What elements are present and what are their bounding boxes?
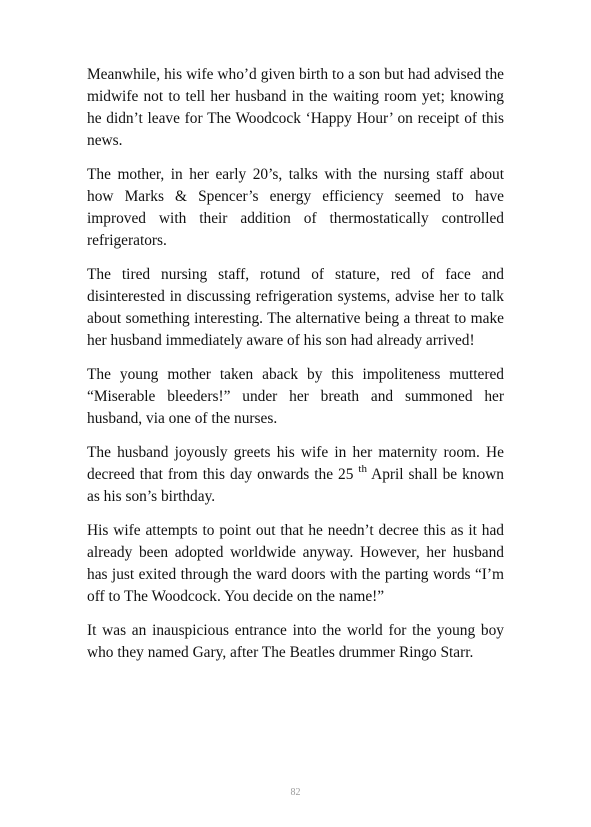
paragraph-5-text-before: The husband joyously greets his wife in her maternity room. He decreed that from this day onwards the 25 — [87, 444, 504, 483]
page-number: 82 — [290, 787, 301, 798]
paragraph-4: The young mother taken aback by this impoliteness muttered “Miserable bleeders!” under her breath and summoned her husband, via one of the nurses. — [87, 366, 504, 427]
paragraph-5-text-after: April shall be known as his son’s birthday. — [87, 466, 504, 505]
paragraph-2: The mother, in her early 20’s, talks with the nursing staff about how Marks & Spencer’s energy efficiency seemed to have improved with their addition of thermostatically controlled refrigerators. — [87, 166, 504, 249]
paragraph-1: Meanwhile, his wife who’d given birth to a son but had advised the midwife not to tell her husband in the waiting room yet; knowing he didn’t leave for The Woodcock ‘Happy Hour’ on receipt of this news. — [87, 66, 504, 149]
body-text — [87, 64, 504, 676]
paragraph-3: The tired nursing staff, rotund of stature, red of face and disinterested in discussing refrigeration systems, advise her to talk about something interesting. The alternative being a threat to make her husband immediately aware of his son had already arrived! — [87, 266, 504, 349]
paragraph-6: His wife attempts to point out that he needn’t decree this as it had already been adopted worldwide anyway. However, her husband has just exited through the ward doors with the parting words “I’m off to The Woodcock. You decide on the name!” — [87, 522, 504, 605]
paragraph-5 — [87, 442, 504, 508]
date-ordinal-superscript: th — [358, 463, 367, 475]
paragraph-7: It was an inauspicious entrance into the world for the young boy who they named Gary, after The Beatles drummer Ringo Starr. — [87, 622, 504, 661]
